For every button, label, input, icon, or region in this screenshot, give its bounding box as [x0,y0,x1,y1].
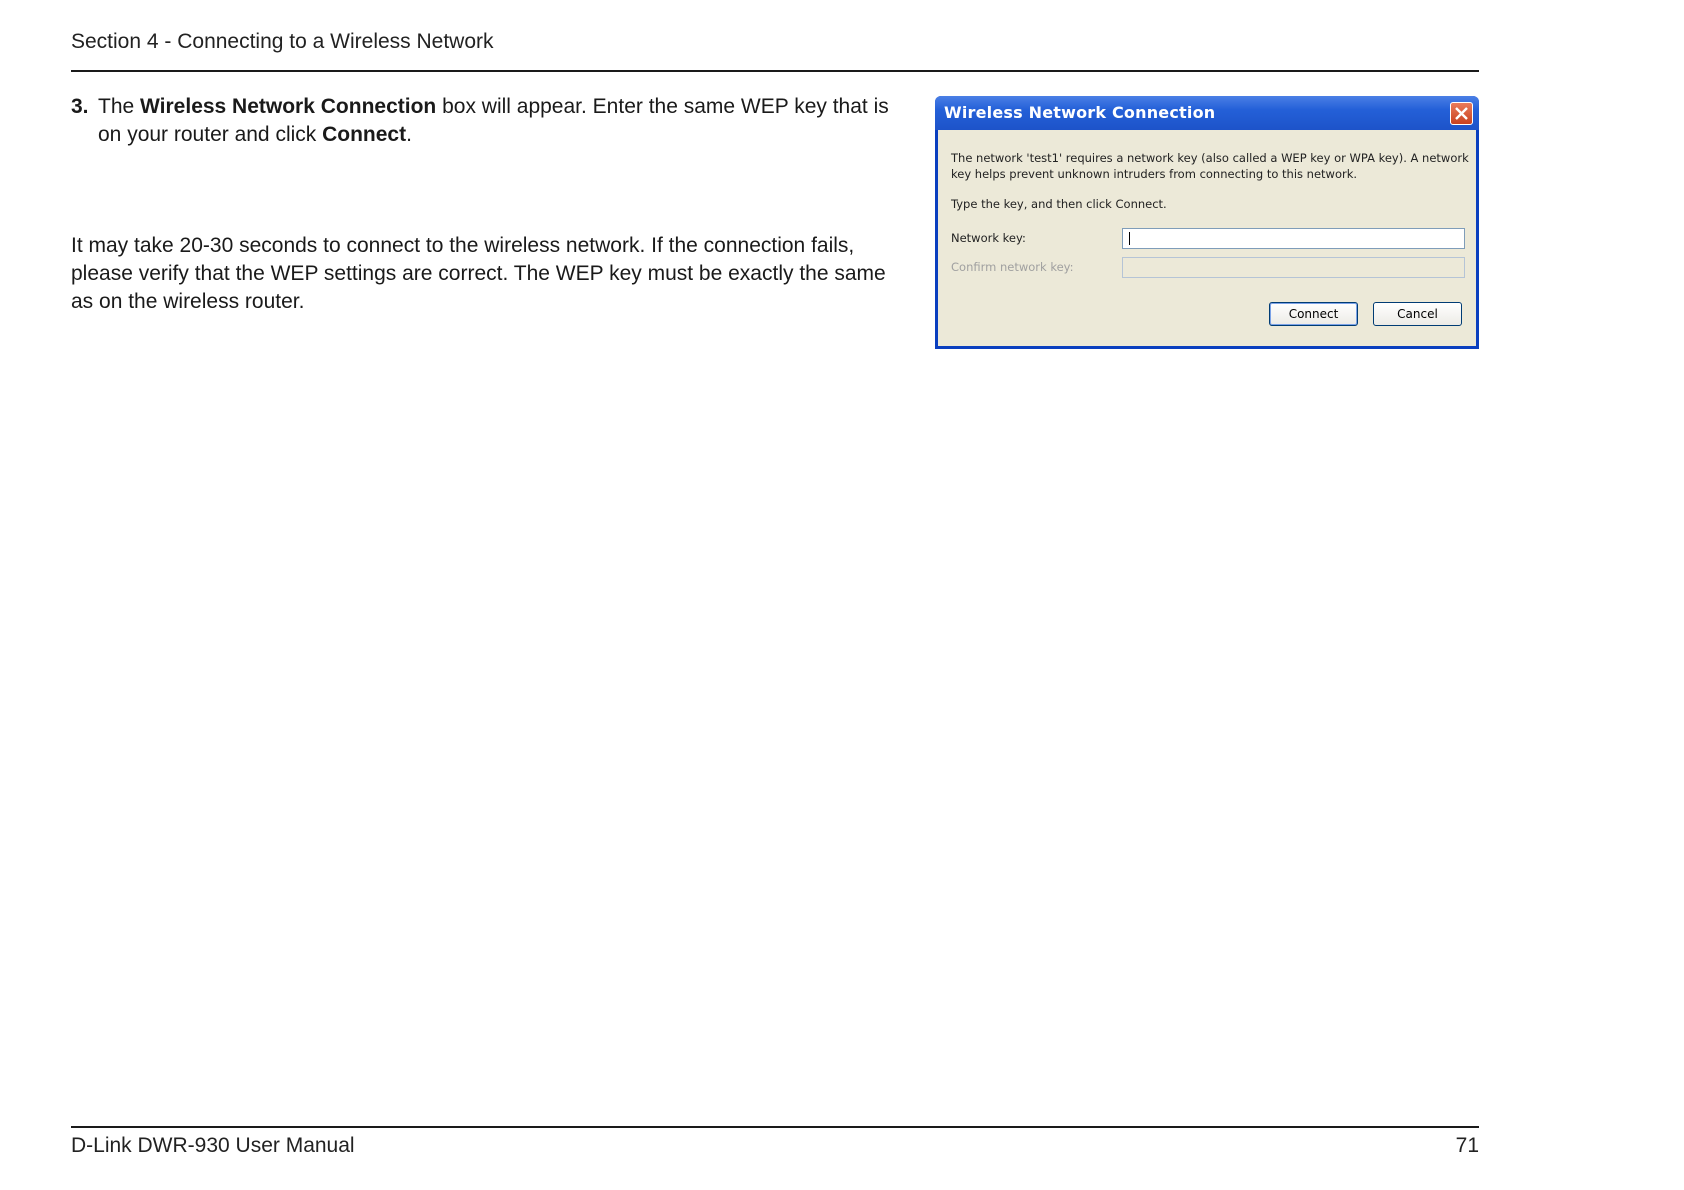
step-bold-1: Wireless Network Connection [140,95,437,118]
step-text-1: The [98,95,141,118]
step-text-2: box will appear. Enter the same WEP key that is on your router and click [98,95,889,146]
manual-title: D-Link DWR-930 User Manual [71,1134,355,1157]
dialog-message: The network 'test1' requires a network key (also called a WEP key or WPA key). A network key helps prevent unknown intruders from connecting to this network. [951,151,1469,181]
network-key-label: Network key: [951,231,1026,245]
close-icon[interactable] [1450,102,1473,125]
confirm-network-key-field[interactable] [1122,257,1465,278]
header-rule [71,70,1479,72]
network-key-field[interactable] [1122,228,1465,249]
step-text-3: . [406,123,412,146]
footer-rule [71,1126,1479,1128]
step-text [98,93,901,149]
step-number: 3. [71,95,89,118]
text-caret [1129,232,1130,245]
connection-note: It may take 20-30 seconds to connect to the wireless network. If the connection fails, please verify that the WEP settings are correct. The WEP key must be exactly the same as on the wireless router. [71,234,886,313]
cancel-button[interactable]: Cancel [1373,302,1462,326]
step-3 [71,93,901,149]
section-title: Section 4 - Connecting to a Wireless Network [71,30,494,53]
step-bold-2: Connect [322,123,407,146]
dialog-instruction: Type the key, and then click Connect. [951,197,1167,211]
dialog-body [938,130,1476,346]
wireless-network-connection-dialog [935,96,1479,349]
page-number: 71 [1455,1134,1479,1157]
dialog-titlebar[interactable] [935,96,1479,130]
connect-button[interactable]: Connect [1269,302,1358,326]
confirm-network-key-label: Confirm network key: [951,260,1074,274]
dialog-title: Wireless Network Connection [944,103,1216,122]
